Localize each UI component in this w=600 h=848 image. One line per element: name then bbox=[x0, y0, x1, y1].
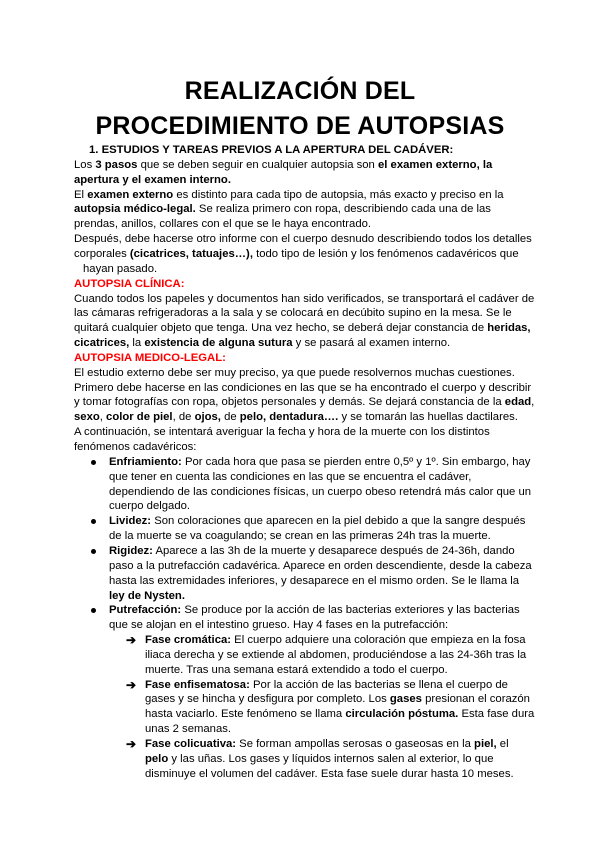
text-line bbox=[74, 336, 450, 351]
text-line bbox=[74, 232, 532, 247]
bold-text: sexo bbox=[74, 411, 100, 424]
bullet-dot-icon bbox=[91, 519, 96, 524]
text-run: fenómenos cadavéricos: bbox=[74, 441, 197, 453]
text-line bbox=[145, 752, 494, 767]
bullet-dot-icon bbox=[91, 549, 96, 554]
text-run: iliaca derecha y se extiende al abdomen, produciéndose a las 24-36h tras la bbox=[145, 648, 527, 661]
text-line bbox=[109, 544, 515, 559]
text-run: Se realiza primero con ropa, describiendo cada una de las bbox=[195, 203, 491, 216]
text-run: el bbox=[496, 738, 509, 750]
text-run: hasta las extremidades inferiores, y desaparece en el mismo orden. Se le llama la bbox=[109, 574, 520, 587]
text-line bbox=[145, 648, 526, 663]
text-run: de bbox=[220, 411, 240, 424]
text-run: disminuye el volumen del cadáver. Esta fase suele durar hasta 10 meses. bbox=[145, 767, 514, 780]
text-line bbox=[74, 306, 512, 321]
text-line bbox=[126, 677, 508, 693]
text-run: y las uñas. Los gases y líquidos internos salen al exterior, lo que bbox=[168, 752, 494, 765]
text-line bbox=[109, 514, 525, 529]
text-line bbox=[109, 470, 471, 485]
text-line bbox=[74, 202, 491, 217]
text-line bbox=[74, 440, 196, 455]
text-line bbox=[109, 559, 532, 574]
bold-text: Fase colicuativa: bbox=[145, 738, 237, 750]
bullet-dot-icon bbox=[91, 608, 96, 613]
text-run: las cámaras refrigeradoras a la sala y se colocará en decúbito supino en la mesa. Se le bbox=[74, 307, 512, 320]
text-run: Se forman ampollas serosas o gaseosas en la bbox=[236, 738, 475, 750]
text-run: que se deben seguir en cualquier autopsia son bbox=[137, 158, 378, 171]
text-line bbox=[109, 603, 520, 618]
bold-text: el examen externo, la bbox=[377, 158, 493, 171]
text-run: y se tomarán las huellas dactilares. bbox=[338, 411, 518, 424]
bold-text: (cicatrices, tatuajes…), bbox=[129, 247, 253, 260]
text-run: prendas, anillos, collares con el que se le haya encontrado. bbox=[74, 218, 372, 231]
text-run: Son coloraciones que aparecen en la piel debido a que la sangre después bbox=[151, 515, 526, 528]
bold-text: Fase enfisematosa: bbox=[145, 678, 250, 691]
section-heading: AUTOPSIA MEDICO-LEGAL: bbox=[74, 351, 226, 364]
text-line bbox=[109, 455, 530, 470]
text-run: muerte. Tras una semana estará extendido a todo el cuerpo. bbox=[145, 663, 448, 676]
text-run: que se alojan en el intestino grueso. Hay 4 fases en la putrefacción: bbox=[109, 619, 449, 632]
arrow-bullet-icon: ➔ bbox=[126, 633, 137, 648]
text-line bbox=[145, 663, 448, 678]
text-line bbox=[145, 692, 530, 707]
text-line bbox=[74, 321, 531, 336]
bold-text: 3 pasos bbox=[95, 158, 138, 171]
text-run: El bbox=[74, 188, 88, 201]
text-run: Los bbox=[74, 158, 96, 171]
text-line bbox=[74, 381, 531, 396]
text-line bbox=[74, 425, 490, 440]
text-line bbox=[145, 722, 231, 737]
text-line bbox=[109, 574, 519, 589]
bold-text: gases bbox=[389, 693, 422, 706]
text-run: quitará cualquier objeto que tenga. Una vez hecho, se deberá dejar constancia de bbox=[74, 322, 488, 335]
text-line bbox=[109, 529, 491, 544]
text-run: , de bbox=[172, 411, 195, 424]
text-line bbox=[74, 158, 492, 173]
text-line bbox=[74, 247, 519, 262]
bold-text: ojos, bbox=[194, 411, 221, 424]
text-line bbox=[126, 737, 509, 752]
bold-text: Lividez: bbox=[109, 515, 152, 528]
bold-text: Rigidez: bbox=[109, 544, 153, 557]
text-line bbox=[74, 395, 534, 410]
bold-text: ESTUDIOS Y TAREAS PREVIOS A LA APERTURA DEL CADÁVER: bbox=[101, 144, 454, 156]
bold-text: apertura y el examen interno. bbox=[74, 173, 231, 186]
text-line bbox=[74, 173, 231, 188]
text-run: y tomar fotografías con ropa, objetos personales y demás. Se dejará constancia de la bbox=[74, 396, 505, 409]
bold-text: piel, bbox=[474, 738, 497, 750]
text-line bbox=[74, 410, 518, 425]
text-line bbox=[126, 633, 526, 648]
text-run: El cuerpo adquiere una coloración que empieza en la fosa bbox=[231, 634, 526, 647]
text-line bbox=[74, 217, 371, 232]
text-run: El estudio externo debe ser muy preciso, ya que puede resolvernos muchas cuestiones. bbox=[74, 366, 515, 379]
text-run: unas 2 semanas. bbox=[145, 723, 232, 736]
text-run: que tener en cuenta las condiciones en las que se encuentra el cadáver, bbox=[109, 470, 472, 483]
text-line bbox=[74, 188, 504, 203]
text-run: paso a la putrefacción cadavérica. Aparece en orden descendiente, desde la cabeza bbox=[109, 559, 532, 572]
text-line bbox=[74, 292, 534, 307]
text-run: hasta vaciarlo. Este fenómeno se llama bbox=[145, 708, 346, 721]
bullet-dot-icon bbox=[91, 460, 96, 465]
text-run: Después, debe hacerse otro informe con el cuerpo desnudo describiendo todos los detalles bbox=[74, 233, 532, 246]
text-line bbox=[74, 277, 184, 292]
bold-text: edad bbox=[504, 396, 532, 409]
text-run: , bbox=[99, 411, 107, 424]
arrow-bullet-icon: ➔ bbox=[126, 677, 137, 692]
text-line bbox=[145, 767, 514, 782]
text-run: Por la acción de las bacterias se llena el cuerpo de bbox=[249, 678, 508, 691]
title-line-2: PROCEDIMIENTO DE AUTOPSIAS bbox=[95, 112, 505, 140]
bold-text: heridas, bbox=[487, 322, 531, 335]
text-line bbox=[74, 366, 515, 381]
text-run: Se produce por la acción de las bacterias exteriores y las bacterias bbox=[181, 604, 520, 617]
text-line bbox=[109, 589, 185, 604]
bold-text: examen externo bbox=[87, 188, 174, 201]
text-line bbox=[109, 499, 190, 514]
text-run: la bbox=[129, 337, 145, 350]
text-run: presionan el corazón bbox=[421, 693, 530, 706]
bold-text: circulación póstuma. bbox=[345, 708, 459, 721]
document-title bbox=[0, 74, 600, 144]
bold-text: autopsia médico-legal. bbox=[74, 203, 196, 216]
title-line-1: REALIZACIÓN DEL bbox=[184, 77, 416, 105]
bold-text: existencia de alguna sutura bbox=[144, 337, 293, 350]
text-run: , bbox=[531, 396, 535, 409]
text-run: dependiendo de las condiciones físicas, un cuerpo obeso retendrá más calor que un bbox=[109, 485, 532, 498]
text-run: Por cada hora que pasa se pierden entre 0,5º y 1º. Sin embargo, hay bbox=[181, 455, 531, 468]
text-run: todo tipo de lesión y los fenómenos cadavéricos que bbox=[252, 247, 519, 260]
text-run: hayan pasado. bbox=[83, 262, 158, 275]
text-run: Esta fase dura bbox=[458, 708, 535, 721]
bold-text: Fase cromática: bbox=[145, 634, 232, 647]
text-run: corporales bbox=[74, 247, 130, 260]
text-run: Cuando todos los papeles y documentos han sido verificados, se transportará el cadáver de bbox=[74, 292, 535, 305]
text-line bbox=[74, 351, 226, 366]
text-run: y se pasará al examen interno. bbox=[292, 337, 451, 350]
bold-text: 1. bbox=[89, 144, 99, 156]
text-run: gases y se hincha y desfigura por completo. Los bbox=[145, 693, 390, 706]
bold-text: pelo, dentadura…. bbox=[239, 411, 339, 424]
text-line bbox=[109, 485, 531, 500]
text-line bbox=[145, 707, 534, 722]
text-run: de la muerte se va coagulando; se crean en las primeras 24h tras la muerte. bbox=[109, 530, 491, 543]
text-line bbox=[89, 143, 453, 158]
section-heading: AUTOPSIA CLÍNICA: bbox=[74, 277, 185, 290]
bold-text: color de piel bbox=[106, 411, 173, 424]
text-line bbox=[109, 618, 448, 633]
text-run: A continuación, se intentará averiguar la fecha y hora de la muerte con los distintos bbox=[74, 426, 490, 439]
arrow-bullet-icon: ➔ bbox=[126, 737, 137, 751]
text-run: es distinto para cada tipo de autopsia, más exacto y preciso en la bbox=[173, 188, 504, 201]
text-run: cuerpo delgado. bbox=[109, 500, 191, 513]
text-run: Aparece a las 3h de la muerte y desaparece después de 24-36h, dando bbox=[152, 544, 515, 557]
bold-text: ley de Nysten. bbox=[109, 589, 185, 602]
bold-text: Putrefacción: bbox=[109, 604, 182, 617]
text-run: Primero debe hacerse en las condiciones en las que se ha encontrado el cuerpo y describir bbox=[74, 381, 532, 394]
bold-text: Enfriamiento: bbox=[109, 455, 182, 468]
bold-text: cicatrices, bbox=[74, 337, 130, 350]
text-line bbox=[83, 262, 157, 277]
bold-text: pelo bbox=[145, 752, 169, 765]
